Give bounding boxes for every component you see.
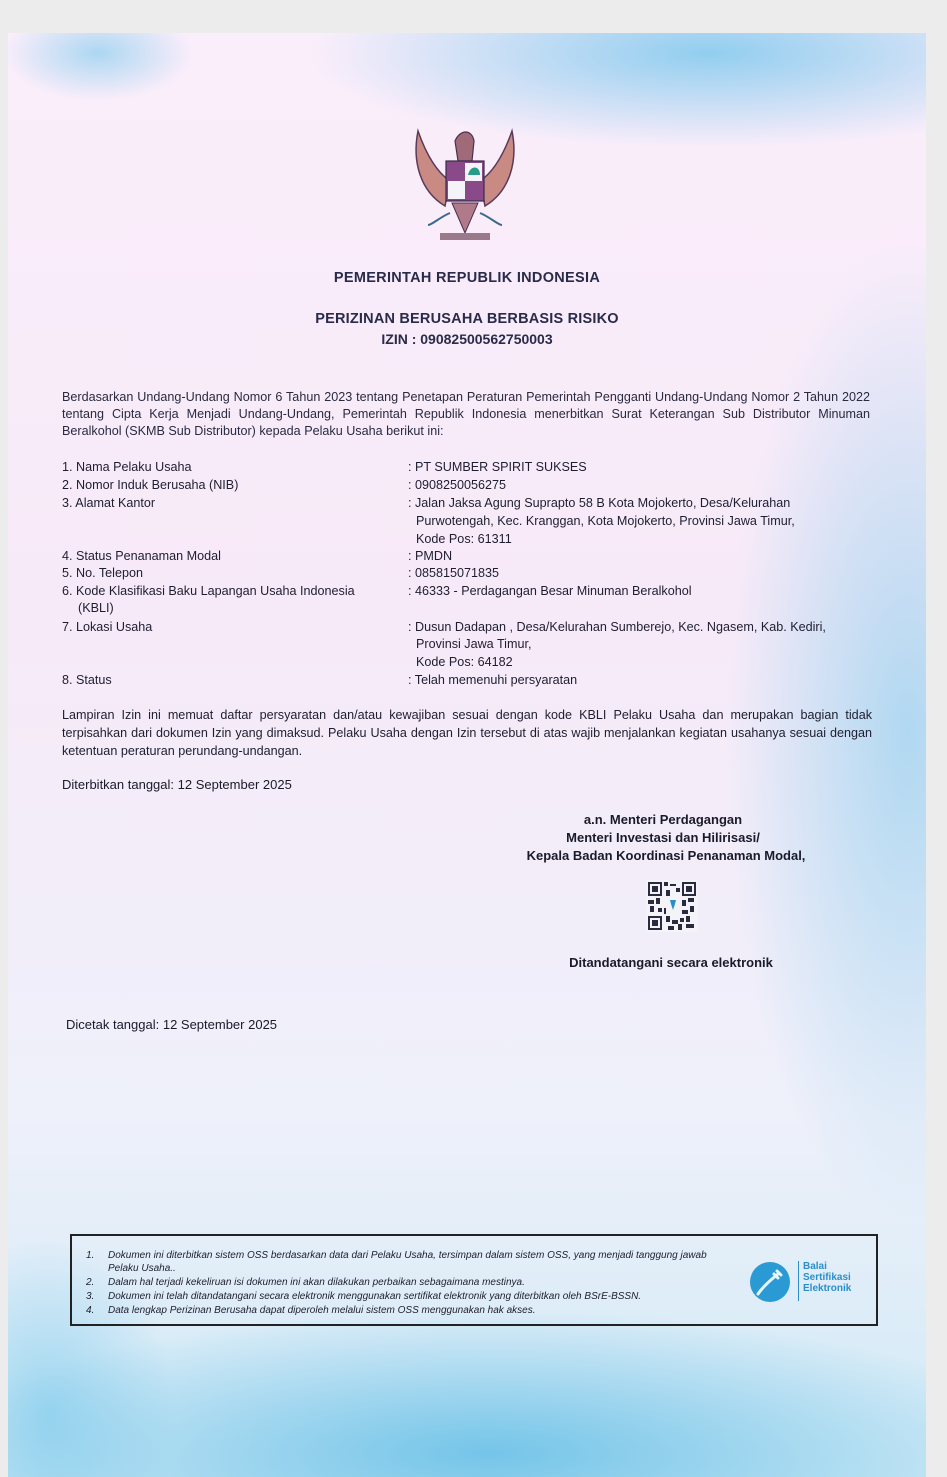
signatory-line-3: Kepala Badan Koordinasi Penanaman Modal,	[526, 848, 806, 863]
field-label: 5. No. Telepon	[62, 566, 143, 580]
intro-paragraph: Berdasarkan Undang-Undang Nomor 6 Tahun 2023 tentang Penetapan Peraturan Pemerintah Pengganti Undang-Undang Nomor 2 Tahun 2022 tentang Cipta Kerja Menjadi Undang-Undang, Pemerintah Republik Indonesia menerbitkan Surat Keterangan Sub Distributor Minuman Beralkohol (SKMB Sub Distributor) kepada Pelaku Usaha berikut ini:	[62, 390, 870, 438]
field-value: : 46333 - Perdagangan Besar Minuman Beralkohol	[408, 584, 692, 598]
permit-number: IZIN : 09082500562750003	[381, 331, 553, 347]
field-label: 3. Alamat Kantor	[62, 496, 156, 510]
field-value-line: Provinsi Jawa Timur,	[416, 637, 532, 651]
field-value: : Dusun Dadapan , Desa/Kelurahan Sumberejo, Kec. Ngasem, Kab. Kediri,	[408, 620, 826, 634]
bsre-logo-text: Balai Sertifikasi Elektronik	[803, 1261, 852, 1294]
garuda-emblem-icon	[410, 121, 520, 246]
logo-divider	[798, 1261, 799, 1301]
field-label: 1. Nama Pelaku Usaha	[62, 460, 192, 474]
signatory-line-1: a.n. Menteri Perdagangan	[583, 812, 743, 827]
field-label: 4. Status Penanaman Modal	[62, 549, 221, 563]
issued-date: Diterbitkan tanggal: 12 September 2025	[62, 777, 292, 792]
bsre-key-icon	[748, 1260, 792, 1304]
field-value-line: Kode Pos: 61311	[416, 532, 512, 546]
document-title: PERIZINAN BERUSAHA BERBASIS RISIKO	[315, 311, 619, 327]
attachment-paragraph: Lampiran Izin ini memuat daftar persyaratan dan/atau kewajiban sesuai dengan kode KBLI Pelaku Usaha dan merupakan bagian tidak terpisahkan dari dokumen Izin yang dimaksud. Pelaku Usaha dengan Izin tersebut di atas wajib menjalankan kegiatan usahanya sesuai dengan ketentuan peraturan perundang-undangan.	[62, 708, 872, 758]
field-value-line: Kode Pos: 64182	[416, 655, 513, 669]
field-label: 8. Status	[62, 673, 112, 687]
field-value-line: Purwotengah, Kec. Kranggan, Kota Mojokerto, Provinsi Jawa Timur,	[416, 514, 795, 528]
field-value: : Jalan Jaksa Agung Suprapto 58 B Kota Mojokerto, Desa/Kelurahan	[408, 496, 791, 510]
field-value: : Telah memenuhi persyaratan	[408, 673, 578, 687]
government-heading: PEMERINTAH REPUBLIK INDONESIA	[333, 270, 601, 286]
field-value: : PT SUMBER SPIRIT SUKSES	[408, 460, 587, 474]
bsre-logo	[748, 1255, 878, 1305]
field-value: : 085815071835	[408, 566, 500, 580]
field-value: : 0908250056275	[408, 478, 507, 492]
field-value: : PMDN	[408, 549, 453, 563]
printed-date: Dicetak tanggal: 12 September 2025	[66, 1017, 278, 1032]
field-label: 6. Kode Klasifikasi Baku Lapangan Usaha Indonesia	[62, 584, 355, 598]
signatory-line-2: Menteri Investasi dan Hilirisasi/	[566, 830, 760, 845]
field-label: 2. Nomor Induk Berusaha (NIB)	[62, 478, 239, 492]
notes-box: 1. Dokumen ini diterbitkan sistem OSS berdasarkan data dari Pelaku Usaha, tersimpan dalam sistem OSS, yang menjadi tanggung jawab Pelaku Usaha.. 2. Dalam hal terjadi kekeliruan isi dokumen ini akan dilakukan perbaikan sebagaimana mestinya. 3. Dokumen ini telah ditandatangani secara elektronik menggunakan sertifikat elektronik yang diterbitkan oleh BSrE-BSSN. 4. Data lengkap Perizinan Berusaha dapat diperoleh melalui sistem OSS menggunakan hak akses. Balai Sertifikasi Elektronik	[70, 1234, 878, 1326]
field-label-line: (KBLI)	[78, 601, 114, 615]
document-page	[8, 33, 926, 1477]
electronic-signature-note: Ditandatangani secara elektronik	[569, 955, 773, 970]
field-label: 7. Lokasi Usaha	[62, 620, 153, 634]
qr-code-icon	[646, 880, 698, 932]
note-item-continued: Pelaku Usaha..	[108, 1263, 176, 1274]
